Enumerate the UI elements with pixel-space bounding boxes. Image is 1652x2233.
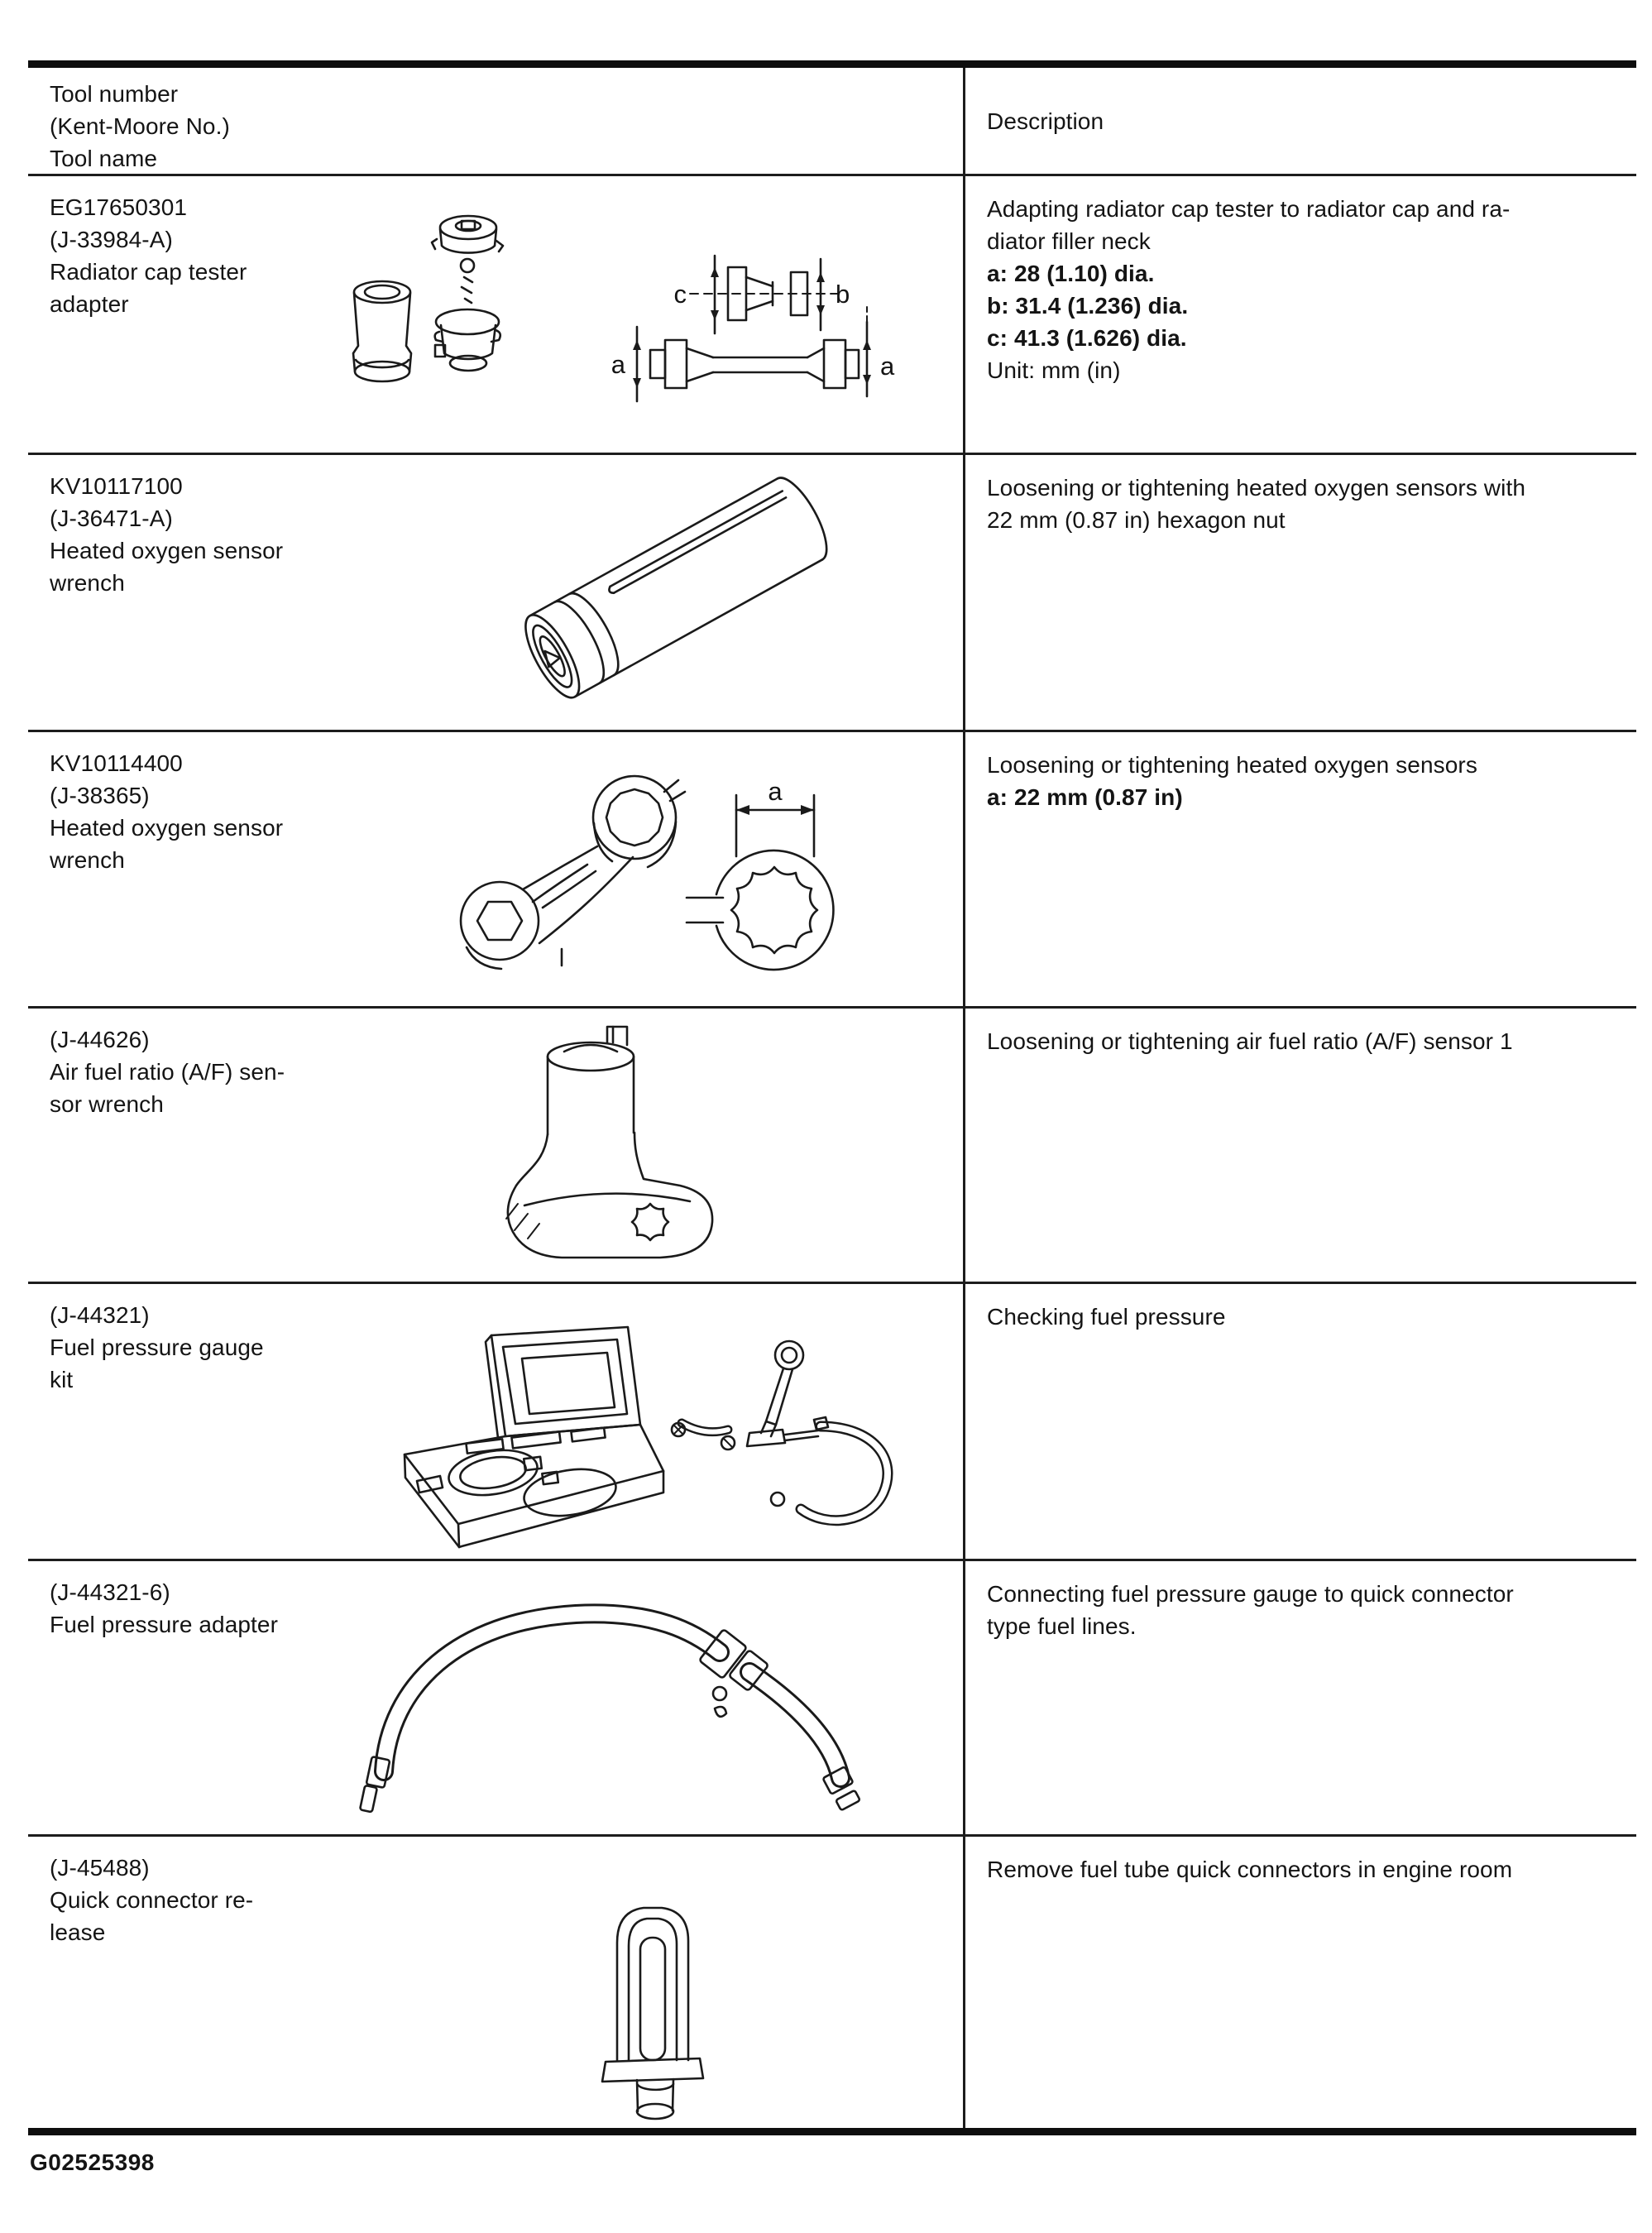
description-line: Loosening or tightening air fuel ratio (A/F) sensor 1 <box>987 1028 1513 1054</box>
tool-name-line: lease <box>50 1919 106 1945</box>
dimension-label-a-right: a <box>880 352 895 381</box>
tool-cell <box>28 1284 965 1559</box>
tool-cell <box>28 1009 965 1282</box>
special-service-tools-table <box>28 60 1636 2135</box>
description-cell <box>965 1837 1636 2128</box>
header-label: Description <box>987 108 1104 134</box>
tool-cell <box>28 176 965 453</box>
table-row-kv10117100 <box>28 455 1636 732</box>
description-line: 22 mm (0.87 in) hexagon nut <box>987 507 1286 533</box>
tool-kent-moore-number: (J-38365) <box>50 783 150 808</box>
header-line: Tool number <box>50 81 179 107</box>
description-line: Loosening or tightening heated oxygen sensors with <box>987 475 1525 501</box>
column-header-tool-number <box>28 68 965 174</box>
tool-cell <box>28 1561 965 1834</box>
tool-name-line: sor wrench <box>50 1091 164 1117</box>
table-row-eg17650301 <box>28 176 1636 455</box>
description-line: Connecting fuel pressure gauge to quick connector <box>987 1581 1514 1607</box>
dimension-label-b: b <box>836 280 850 309</box>
tool-name-line: wrench <box>50 570 125 596</box>
tool-kent-moore-number: (J-44321) <box>50 1302 150 1328</box>
tool-name-line: Fuel pressure adapter <box>50 1612 279 1637</box>
tool-name-line: Quick connector re- <box>50 1887 254 1913</box>
tool-kent-moore-number: (J-44626) <box>50 1027 150 1052</box>
description-line: c: 41.3 (1.626) dia. <box>987 325 1187 351</box>
tool-name-line: Fuel pressure gauge <box>50 1335 264 1360</box>
figure-code: G02525398 <box>30 2149 155 2175</box>
tool-kent-moore-number: (J-36471-A) <box>50 506 173 531</box>
header-line: (Kent-Moore No.) <box>50 113 230 139</box>
column-header-description <box>965 68 1636 174</box>
header-line: Tool name <box>50 146 158 171</box>
tool-number: EG17650301 <box>50 194 188 220</box>
tool-kent-moore-number: (J-45488) <box>50 1855 150 1881</box>
description-line: Loosening or tightening heated oxygen sensors <box>987 752 1477 778</box>
tool-kent-moore-number: (J-44321-6) <box>50 1579 170 1605</box>
description-cell <box>965 1284 1636 1559</box>
description-line: Unit: mm (in) <box>987 357 1121 383</box>
table-row-j44321 <box>28 1284 1636 1561</box>
tool-name-line: Radiator cap tester <box>50 259 247 285</box>
tool-cell <box>28 732 965 1006</box>
description-cell <box>965 455 1636 730</box>
tool-name-line: Heated oxygen sensor <box>50 815 284 841</box>
tool-kent-moore-number: (J-33984-A) <box>50 227 173 252</box>
tool-number: KV10117100 <box>50 473 183 499</box>
dimension-label-a: a <box>768 777 783 806</box>
description-line: a: 22 mm (0.87 in) <box>987 784 1183 810</box>
table-row-kv10114400 <box>28 732 1636 1009</box>
description-line: Adapting radiator cap tester to radiator cap and ra- <box>987 196 1511 222</box>
tool-cell <box>28 1837 965 2128</box>
table-row-j45488 <box>28 1837 1636 2128</box>
tool-number: KV10114400 <box>50 750 183 776</box>
description-line: type fuel lines. <box>987 1613 1137 1639</box>
tool-name-line: kit <box>50 1367 74 1392</box>
table-header-row <box>28 68 1636 176</box>
tool-name-line: adapter <box>50 291 129 317</box>
tool-cell <box>28 455 965 730</box>
dimension-label-c: c <box>673 280 687 309</box>
description-line: b: 31.4 (1.236) dia. <box>987 293 1189 319</box>
dimension-label-a-left: a <box>611 350 625 379</box>
description-line: a: 28 (1.10) dia. <box>987 261 1155 286</box>
description-line: Remove fuel tube quick connectors in engine room <box>987 1857 1513 1882</box>
table-row-j44626 <box>28 1009 1636 1284</box>
description-line: diator filler neck <box>987 228 1151 254</box>
description-cell <box>965 732 1636 1006</box>
description-cell <box>965 1561 1636 1834</box>
table-row-j44321-6 <box>28 1561 1636 1837</box>
tool-name-line: Heated oxygen sensor <box>50 538 284 563</box>
tool-name-line: wrench <box>50 847 125 873</box>
description-cell <box>965 1009 1636 1282</box>
tool-name-line: Air fuel ratio (A/F) sen- <box>50 1059 285 1085</box>
description-cell <box>965 176 1636 453</box>
description-line: Checking fuel pressure <box>987 1304 1226 1330</box>
